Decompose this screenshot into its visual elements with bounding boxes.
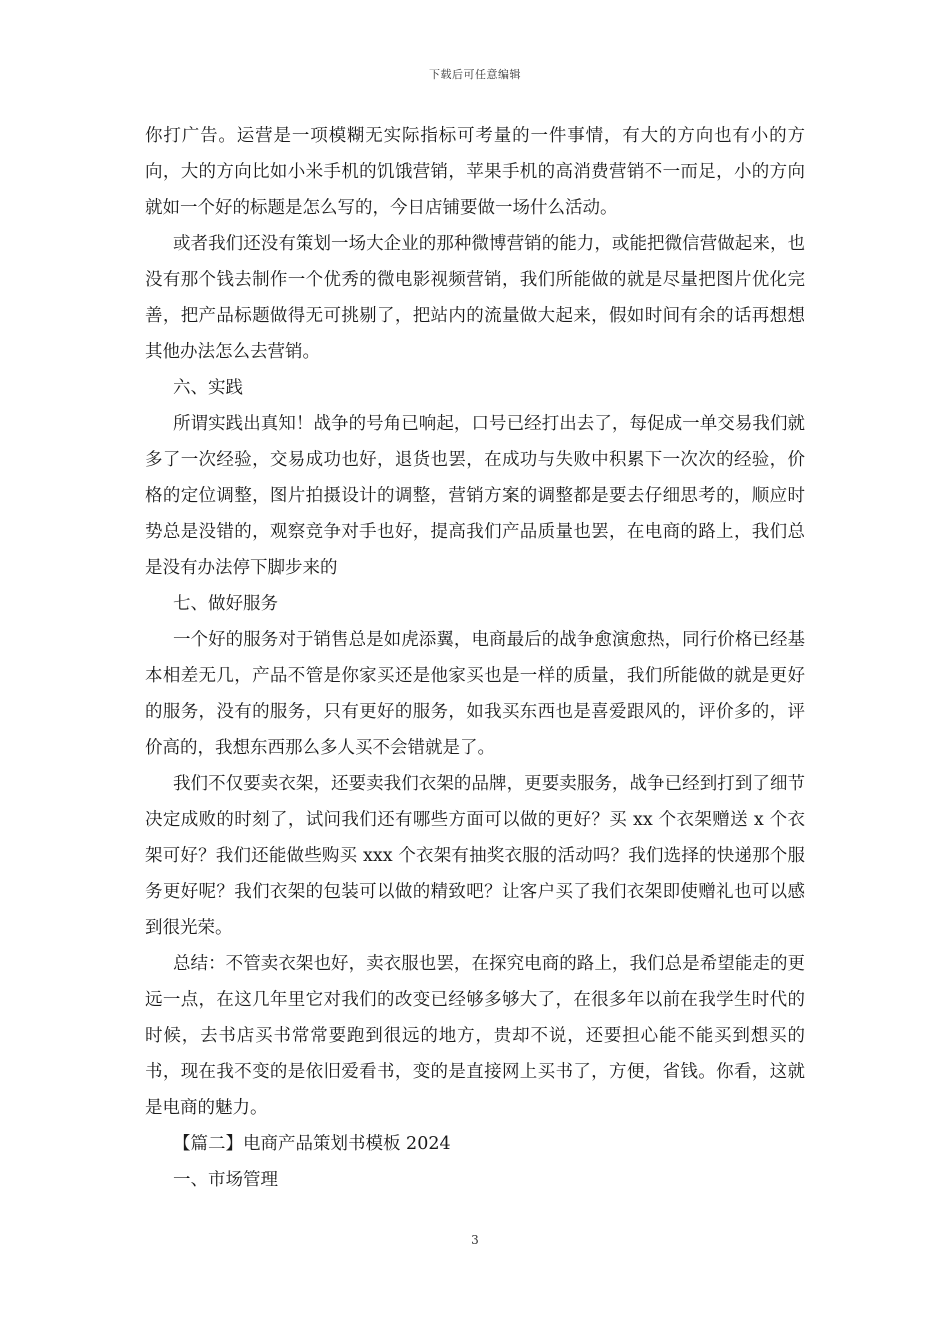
page-header: 下载后可任意编辑 [429, 68, 521, 81]
document-body [145, 118, 805, 1198]
section-heading: 六、实践 [173, 378, 243, 398]
paragraph: 一个好的服务对于销售总是如虎添翼，电商最后的战争愈演愈热，同行价格已经基本相差无几，产品不管是你家买还是他家买也是一样的质量，我们所能做的就是更好的服务，没有的服务，只有更好的服务，如我买东西也是喜爱跟风的，评价多的，评价高的，我想东西那么多人买不会错就是了。 [145, 630, 805, 758]
page-number: 3 [471, 1233, 479, 1247]
section-heading: 一、市场管理 [173, 1170, 278, 1190]
paragraph: 你打广告。运营是一项模糊无实际指标可考量的一件事情，有大的方向也有小的方向，大的方向比如小米手机的饥饿营销，苹果手机的高消费营销不一而足，小的方向就如一个好的标题是怎么写的，今日店铺要做一场什么活动。 [145, 126, 805, 218]
section-heading: 七、做好服务 [173, 594, 278, 614]
paragraph: 我们不仅要卖衣架，还要卖我们衣架的品牌，更要卖服务，战争已经到打到了细节决定成败的时刻了，试问我们还有哪些方面可以做的更好？买 xx 个衣架赠送 x 个衣架可好？我们还能做些购买 xxx 个衣架有抽奖衣服的活动吗？我们选择的快递那个服务更好呢？我们衣架的包装可以做的精致吧？让客户买了我们衣架即使赠礼也可以感到很光荣。 [145, 774, 805, 938]
paragraph: 或者我们还没有策划一场大企业的那种微博营销的能力，或能把微信营做起来，也没有那个钱去制作一个优秀的微电影视频营销，我们所能做的就是尽量把图片优化完善，把产品标题做得无可挑剔了，把站内的流量做大起来，假如时间有余的话再想想其他办法怎么去营销。 [145, 234, 805, 362]
chapter-heading: 【篇二】电商产品策划书模板 2024 [173, 1134, 451, 1154]
paragraph: 所谓实践出真知！战争的号角已响起，口号已经打出去了，每促成一单交易我们就多了一次经验，交易成功也好，退货也罢，在成功与失败中积累下一次次的经验，价格的定位调整，图片拍摄设计的调整，营销方案的调整都是要去仔细思考的，顺应时势总是没错的，观察竞争对手也好，提高我们产品质量也罢，在电商的路上，我们总是没有办法停下脚步来的 [145, 414, 805, 578]
paragraph: 总结：不管卖衣架也好，卖衣服也罢，在探究电商的路上，我们总是希望能走的更远一点，在这几年里它对我们的改变已经够多够大了，在很多年以前在我学生时代的时候，去书店买书常常要跑到很远的地方，贵却不说，还要担心能不能买到想买的书，现在我不变的是依旧爱看书，变的是直接网上买书了，方便，省钱。你看，这就是电商的魅力。 [145, 954, 805, 1118]
